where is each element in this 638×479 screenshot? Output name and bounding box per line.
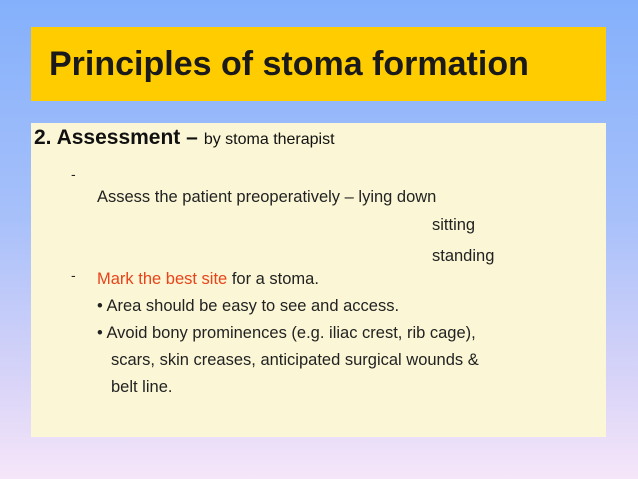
bullet-dash-2: - [71,267,76,283]
option-standing: standing [432,247,495,265]
content-panel [31,123,606,437]
slide-title: Principles of stoma formation [49,44,529,83]
heading-main: 2. Assessment – [34,126,198,149]
item-mark-site [97,269,319,289]
bullet-dash-1: - [71,166,76,182]
option-sitting: sitting [432,216,476,234]
item-mark-site-rest: for a stoma. [227,270,319,288]
sub-point-avoid-cont-2: belt line. [111,378,173,396]
title-banner [31,27,606,101]
section-heading [34,126,335,150]
sub-point-area: • Area should be easy to see and access. [97,297,400,315]
highlight-text: Mark the best site [97,270,228,288]
heading-sub: by stoma therapist [203,131,335,148]
item-assess: Assess the patient preoperatively – lying down [97,188,437,206]
sub-point-avoid-cont-1: scars, skin creases, anticipated surgical wounds & [111,351,479,369]
sub-point-avoid: • Avoid bony prominences (e.g. iliac crest, rib cage), [97,324,476,342]
